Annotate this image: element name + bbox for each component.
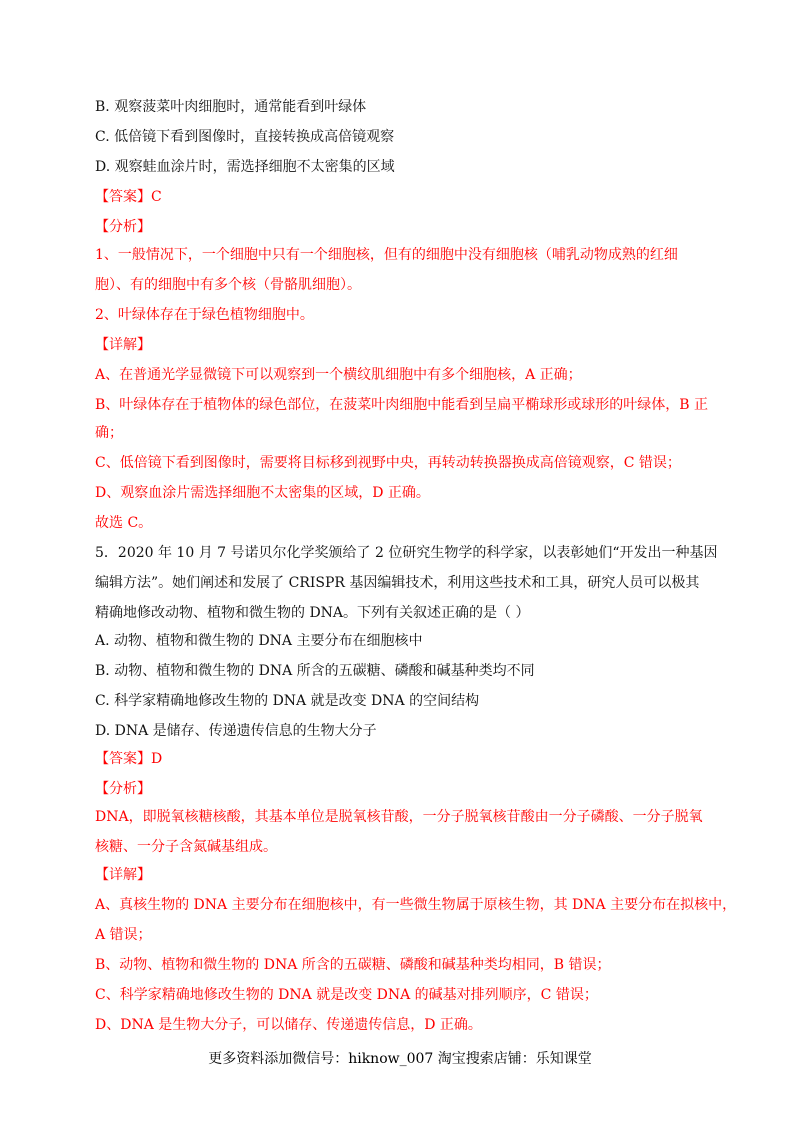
answer-tag: 【答案】: [95, 189, 151, 205]
q4-conclusion: 故选 C。: [95, 515, 153, 531]
answer-value: D: [151, 751, 163, 767]
q4-detail-b2: 确；: [95, 425, 123, 441]
q5-option-c: C. 科学家精确地修改生物的 DNA 就是改变 DNA 的空间结构: [95, 693, 480, 709]
answer-value: C: [151, 189, 162, 205]
q4-detail-c: C、低倍镜下看到图像时，需要将目标移到视野中央，再转动转换器换成高倍镜观察，C 错误；: [95, 455, 681, 471]
q5-analysis-1: DNA，即脱氧核糖核酸，其基本单位是脱氧核苷酸，一分子脱氧核苷酸由一分子磷酸、一分子脱氧: [95, 809, 703, 825]
q5-option-a: A. 动物、植物和微生物的 DNA 主要分布在细胞核中: [95, 633, 423, 649]
q4-analysis-tag: 【分析】: [95, 219, 151, 235]
q5-detail-d: D、DNA 是生物大分子，可以储存、传递遗传信息，D 正确。: [95, 1017, 482, 1033]
q5-analysis-tag: 【分析】: [95, 781, 151, 797]
q5-detail-b: B、动物、植物和微生物的 DNA 所含的五碳糖、磷酸和碱基种类均相同，B 错误；: [95, 957, 611, 973]
q5-detail-a2: A 错误；: [95, 927, 152, 943]
q4-analysis-1a: 1、一般情况下，一个细胞中只有一个细胞核，但有的细胞中没有细胞核（哺乳动物成熟的红细: [95, 247, 678, 263]
q5-analysis-2: 核糖、一分子含氮碱基组成。: [95, 839, 277, 855]
page-footer: 更多资料添加微信号：hiknow_007 淘宝搜索店铺：乐知课堂: [208, 1051, 592, 1067]
q5-detail-a1: A、真核生物的 DNA 主要分布在细胞核中，有一些微生物属于原核生物，其 DNA 主要分布在拟核中，: [95, 897, 737, 913]
q4-analysis-2: 2、叶绿体存在于绿色植物细胞中。: [95, 307, 314, 323]
q5-option-b: B. 动物、植物和微生物的 DNA 所含的五碳糖、磷酸和碱基种类均不同: [95, 663, 535, 679]
q4-answer: [95, 188, 162, 206]
q5-option-d: D. DNA 是储存、传递遗传信息的生物大分子: [95, 723, 377, 739]
q5-detail-c: C、科学家精确地修改生物的 DNA 就是改变 DNA 的碱基对排列顺序，C 错误；: [95, 987, 598, 1003]
answer-tag: 【答案】: [95, 751, 151, 767]
q4-option-d: D. 观察蛙血涂片时，需选择细胞不太密集的区域: [95, 159, 395, 175]
q4-detail-b1: B、叶绿体存在于植物体的绿色部位，在菠菜叶肉细胞中能看到呈扁平椭球形或球形的叶绿体，B 正: [95, 397, 709, 413]
q4-analysis-1b: 胞）、有的细胞中有多个核（骨骼肌细胞）。: [95, 277, 361, 293]
q4-detail-d: D、观察血涂片需选择细胞不太密集的区域，D 正确。: [95, 485, 430, 501]
q4-detail-tag: 【详解】: [95, 337, 151, 353]
q4-option-c: C. 低倍镜下看到图像时，直接转换成高倍镜观察: [95, 129, 395, 145]
q5-stem-3: 精确地修改动物、植物和微生物的 DNA。下列有关叙述正确的是（ ）: [95, 605, 530, 621]
q4-detail-a: A、在普通光学显微镜下可以观察到一个横纹肌细胞中有多个细胞核，A 正确；: [95, 367, 582, 383]
q5-stem-2: 编辑方法”。她们阐述和发展了 CRISPR 基因编辑技术，利用这些技术和工具，研究人员可以极其: [95, 575, 700, 591]
q5-detail-tag: 【详解】: [95, 867, 151, 883]
q4-option-b: B. 观察菠菜叶肉细胞时，通常能看到叶绿体: [95, 99, 367, 115]
q5-stem-1: 5．2020 年 10 月 7 号诺贝尔化学奖颁给了 2 位研究生物学的科学家，以表彰她们“开发出一种基因: [95, 545, 718, 561]
q5-answer: [95, 750, 162, 768]
